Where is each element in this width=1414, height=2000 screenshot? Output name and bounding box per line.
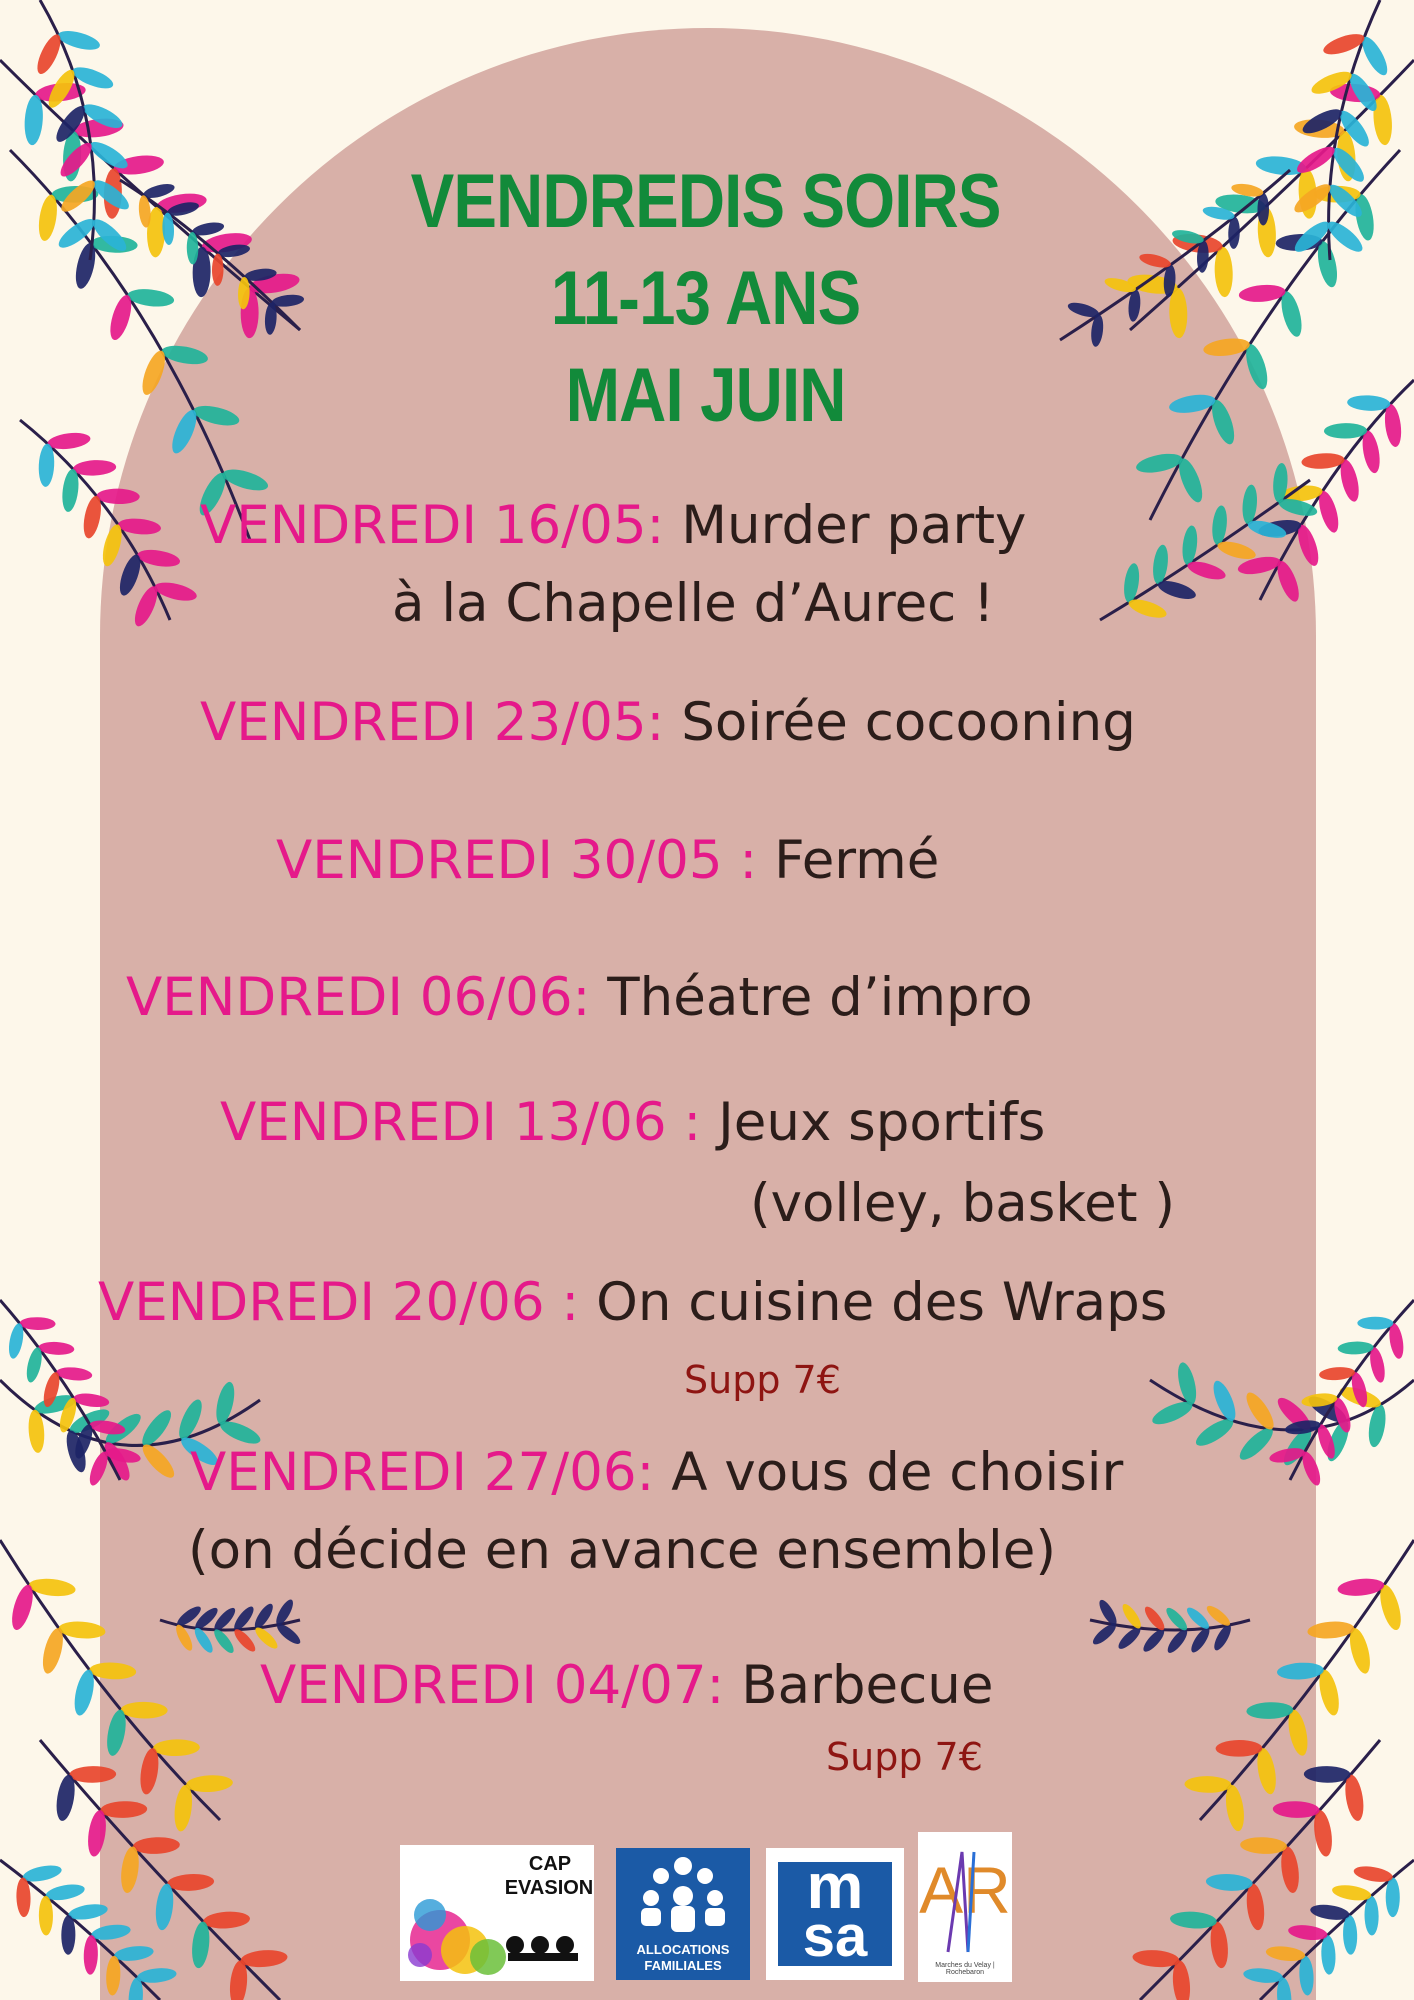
event-row-1-line2 — [0, 573, 1414, 653]
event-date: VENDREDI 13/06 : — [220, 1092, 702, 1153]
event-activity: Théatre d’impro — [607, 967, 1033, 1028]
event-activity: Barbecue — [741, 1655, 994, 1716]
event-row-5-line2 — [0, 1173, 1414, 1253]
event-date: VENDREDI 27/06: — [190, 1442, 655, 1503]
event-activity-line2: (volley, basket ) — [750, 1173, 1176, 1234]
title-line-2: 11-13 ANS — [550, 256, 861, 341]
event-date: VENDREDI 06/06: — [126, 967, 591, 1028]
msa-top-letters: m — [806, 1850, 864, 1922]
event-row-1 — [0, 495, 1414, 575]
marches-letters: AR — [919, 1853, 1011, 1927]
event-row-4 — [0, 967, 1414, 1047]
supplement-price: Supp 7€ — [684, 1358, 841, 1402]
event-activity-line2: à la Chapelle d’Aurec ! — [392, 573, 995, 634]
event-row-7-line2 — [0, 1520, 1414, 1600]
msa-bottom-letters: sa — [802, 1904, 868, 1969]
event-row-5 — [0, 1092, 1414, 1172]
title-line-3: MAI JUIN — [565, 353, 846, 438]
event-row-2 — [0, 692, 1414, 772]
event-date: VENDREDI 20/06 : — [98, 1272, 580, 1333]
cap-evasion-logo — [400, 1845, 594, 1981]
event-activity-line2: (on décide en avance ensemble) — [188, 1520, 1057, 1581]
event-date: VENDREDI 23/05: — [200, 692, 665, 753]
caf-logo — [616, 1848, 750, 1980]
event-date: VENDREDI 04/07: — [260, 1655, 725, 1716]
event-row-8 — [0, 1655, 1414, 1735]
marches-caption: Marches du Velay | Rochebaron — [935, 1962, 995, 1976]
cap-evasion-line1: CAP — [528, 1853, 572, 1875]
event-date: VENDREDI 30/05 : — [276, 830, 758, 891]
marches-velay-logo — [918, 1832, 1012, 1982]
event-date: VENDREDI 16/05: — [200, 495, 665, 556]
supplement-price: Supp 7€ — [826, 1735, 983, 1779]
event-activity: Jeux sportifs — [718, 1092, 1046, 1153]
title-line-1: VENDREDIS SOIRS — [410, 159, 1001, 244]
caf-line1: ALLOCATIONS — [636, 1942, 730, 1957]
msa-logo — [766, 1848, 904, 1980]
event-activity: Fermé — [774, 830, 940, 891]
event-activity: Soirée cocooning — [681, 692, 1136, 753]
cap-evasion-line2: EVASION — [504, 1877, 594, 1899]
event-activity: Murder party — [681, 495, 1027, 556]
event-activity: On cuisine des Wraps — [596, 1272, 1168, 1333]
event-row-3 — [0, 830, 1414, 910]
marches-stripes-icon — [918, 1832, 1012, 1982]
event-activity: A vous de choisir — [671, 1442, 1124, 1503]
caf-line2: FAMILIALES — [644, 1958, 722, 1973]
event-row-7 — [0, 1442, 1414, 1522]
event-row-6 — [0, 1272, 1414, 1352]
